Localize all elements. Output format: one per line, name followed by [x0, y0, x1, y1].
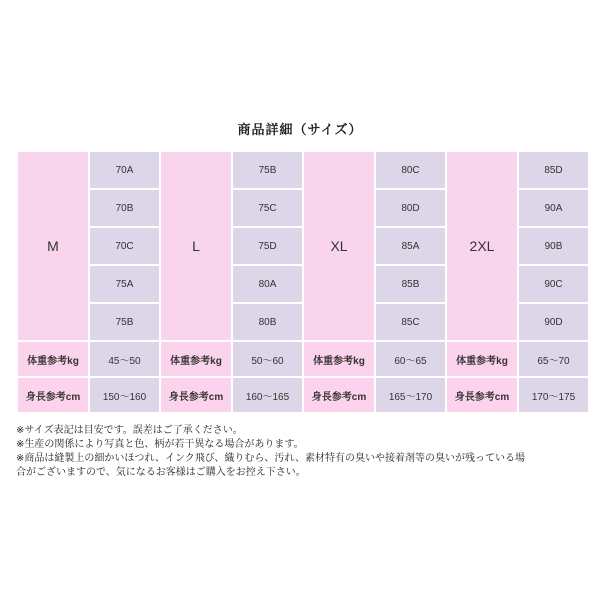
note-line: ※商品は縫製上の細かいほつれ、インク飛び、織りむら、汚れ、素材特有の臭いや接着剤等の臭いが残っている場 [16, 453, 525, 464]
size-label-m: M [18, 152, 88, 340]
weight-label: 体重参考kg [161, 342, 231, 376]
weight-value: 65〜70 [519, 342, 588, 376]
cup-cell: 80A [233, 266, 302, 302]
cup-cell: 90C [519, 266, 588, 302]
cup-cell: 80B [233, 304, 302, 340]
note-line: ※生産の関係により写真と色、柄が若干異なる場合があります。 [16, 439, 304, 450]
cup-cell: 75B [233, 152, 302, 188]
weight-label: 体重参考kg [304, 342, 374, 376]
cup-cell: 85C [376, 304, 445, 340]
cup-cell: 85B [376, 266, 445, 302]
weight-value: 60〜65 [376, 342, 445, 376]
cup-cell: 90B [519, 228, 588, 264]
cup-cell: 85D [519, 152, 588, 188]
weight-value: 45〜50 [90, 342, 159, 376]
cup-cell: 75B [90, 304, 159, 340]
weight-value: 50〜60 [233, 342, 302, 376]
weight-row [18, 342, 588, 376]
cup-cell: 90A [519, 190, 588, 226]
height-row [18, 378, 588, 412]
size-label-2xl: 2XL [447, 152, 517, 340]
cup-cell: 75D [233, 228, 302, 264]
cup-cell: 80C [376, 152, 445, 188]
note-line: 合がございますので、気になるお客様はご購入をお控え下さい。 [16, 467, 306, 478]
height-label: 身長参考cm [161, 378, 231, 412]
cup-cell: 75C [233, 190, 302, 226]
cup-cell: 70C [90, 228, 159, 264]
height-label: 身長参考cm [447, 378, 517, 412]
cup-cell: 80D [376, 190, 445, 226]
notes [16, 424, 596, 480]
size-row [18, 152, 588, 188]
height-value: 170〜175 [519, 378, 588, 412]
height-value: 160〜165 [233, 378, 302, 412]
weight-label: 体重参考kg [447, 342, 517, 376]
cup-cell: 85A [376, 228, 445, 264]
size-label-l: L [161, 152, 231, 340]
height-value: 150〜160 [90, 378, 159, 412]
height-label: 身長参考cm [304, 378, 374, 412]
cup-cell: 70B [90, 190, 159, 226]
cup-cell: 70A [90, 152, 159, 188]
cup-cell: 90D [519, 304, 588, 340]
note-line: ※サイズ表記は目安です。誤差はご了承ください。 [16, 425, 243, 436]
weight-label: 体重参考kg [18, 342, 88, 376]
page-title: 商品詳細（サイズ） [237, 123, 363, 138]
cup-cell: 75A [90, 266, 159, 302]
size-table [16, 150, 590, 414]
height-value: 165〜170 [376, 378, 445, 412]
size-label-xl: XL [304, 152, 374, 340]
height-label: 身長参考cm [18, 378, 88, 412]
